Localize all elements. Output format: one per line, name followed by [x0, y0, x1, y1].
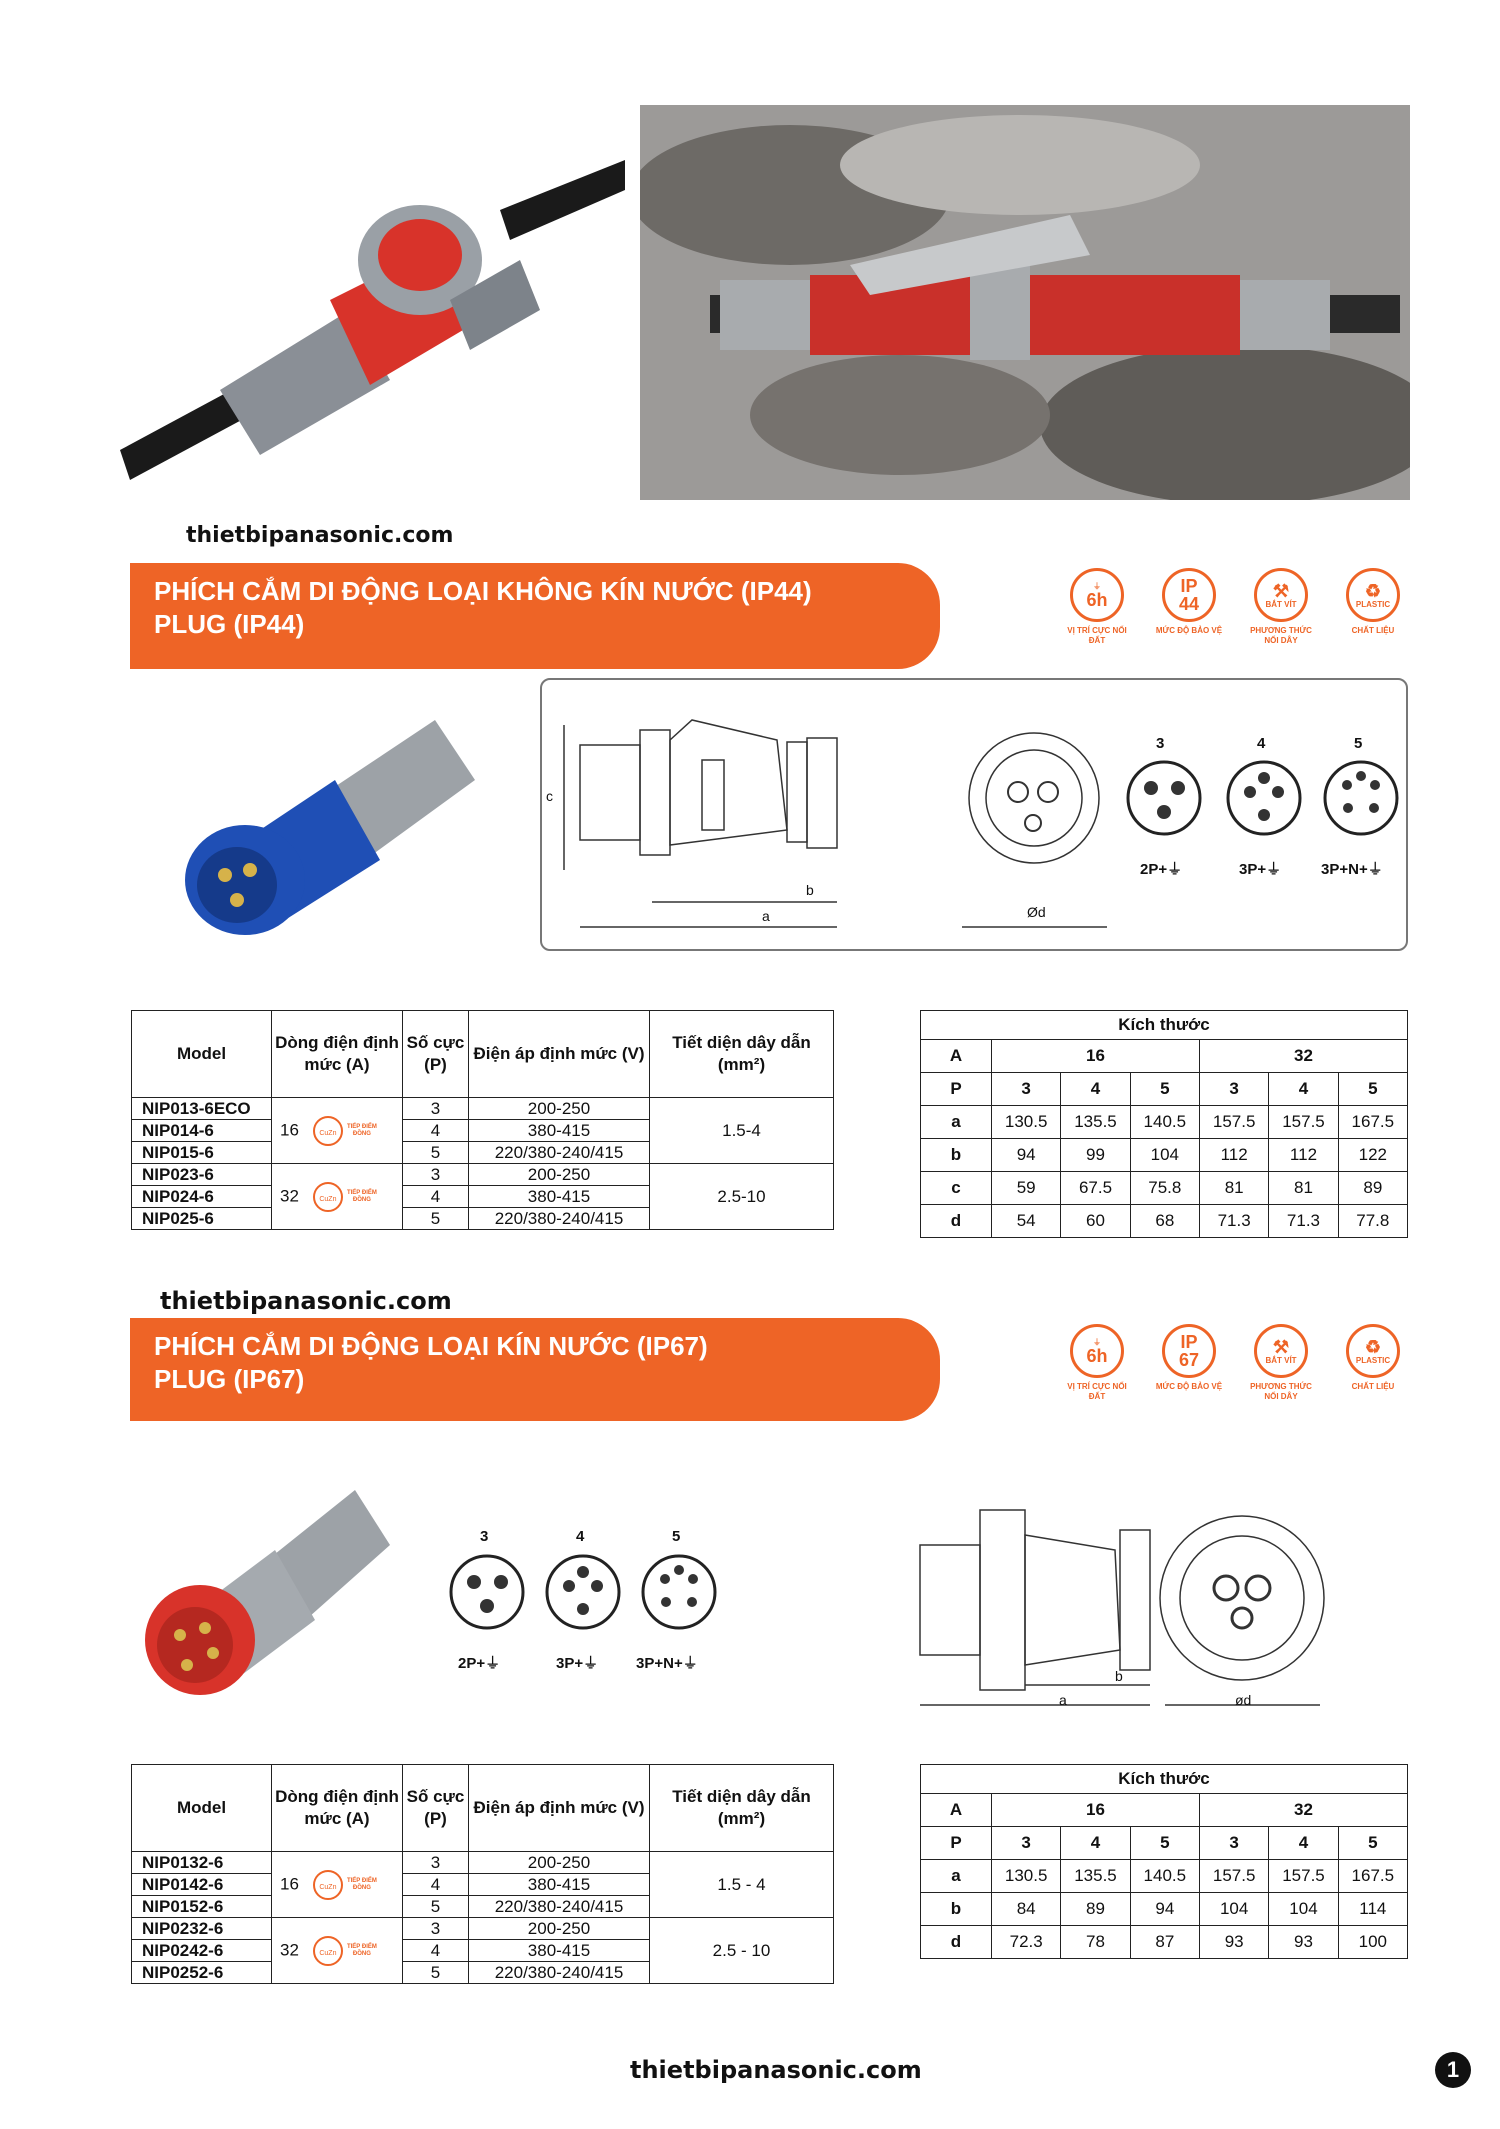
- cuzn-icon: CuZn TIẾP ĐIỂM ĐỒNG: [313, 1182, 377, 1212]
- dim-row: d 72.3 78 87 93 93 100: [921, 1926, 1408, 1959]
- col-poles: Số cực (P): [403, 1765, 469, 1852]
- hero-plug-photo: [120, 150, 625, 485]
- col-model: Model: [132, 1011, 272, 1098]
- section2-pin-diagram: [440, 1530, 740, 1690]
- dim-row: d 54 60 68 71.3 71.3 77.8: [921, 1205, 1408, 1238]
- section1-spec-table: [131, 1010, 834, 1230]
- dim-row: b 84 89 94 104 104 114: [921, 1893, 1408, 1926]
- section1-dimension-table: Kích thước A 16 32 P 3 4 5 3 4 5 a 130.5 135.5 140.5 157.5 157.5 167.5 b 94 99 104 112 112 122 c 59 67.5 75.8 81 81 89 d 54 60 68 71.3 71.3 77.8: [920, 1010, 1408, 1238]
- section2-badges: [1058, 1324, 1412, 1402]
- table-row: NIP0132-6 16 CuZn TIẾP ĐIỂM ĐỒNG 3 200-250 1.5 - 4: [132, 1852, 834, 1874]
- col-cable: Tiết diện dây dẫn (mm²): [650, 1011, 834, 1098]
- ip-icon: IP 44: [1162, 568, 1216, 622]
- pin-number-3: 3: [480, 1528, 489, 1545]
- section2-title-en: PLUG (IP67): [154, 1364, 305, 1394]
- cuzn-icon: CuZn TIẾP ĐIỂM ĐỒNG: [313, 1116, 377, 1146]
- site-url-top[interactable]: thietbipanasonic.com: [186, 523, 454, 548]
- col-voltage: Điện áp định mức (V): [469, 1765, 650, 1852]
- ip-icon: IP 67: [1162, 1324, 1216, 1378]
- dim-label-a: a: [1059, 1692, 1067, 1708]
- table-row: NIP024-6 4 380-415: [132, 1186, 834, 1208]
- badge-screw: [1242, 1324, 1320, 1402]
- dim-title: Kích thước: [921, 1011, 1408, 1040]
- col-cable: Tiết diện dây dẫn (mm²): [650, 1765, 834, 1852]
- section2-dimension-diagram: [915, 1500, 1410, 1715]
- pin-label-3p: 3P+⏚: [1239, 861, 1282, 878]
- dim-row: c 59 67.5 75.8 81 81 89: [921, 1172, 1408, 1205]
- badge-caption: VỊ TRÍ CỰC NỐI ĐẤT: [1067, 1382, 1127, 1401]
- blue-plug-photo: [165, 690, 485, 940]
- amp-cell: 32 CuZn TIẾP ĐIỂM ĐỒNG: [272, 1164, 403, 1230]
- col-model: Model: [132, 1765, 272, 1852]
- section1-title-vi: PHÍCH CẮM DI ĐỘNG LOẠI KHÔNG KÍN NƯỚC (IP44): [154, 576, 812, 606]
- section1-title-en: PLUG (IP44): [154, 609, 305, 639]
- earth-icon: ⏚ 6h: [1070, 1324, 1124, 1378]
- amp-cell: 32 CuZn TIẾP ĐIỂM ĐỒNG: [272, 1918, 403, 1984]
- dim-title: Kích thước: [921, 1765, 1408, 1794]
- dim-row: a 130.5 135.5 140.5 157.5 157.5 167.5: [921, 1106, 1408, 1139]
- screw-icon: ⚒ BẮT VÍT: [1254, 1324, 1308, 1378]
- table-row: NIP0242-6 4 380-415: [132, 1940, 834, 1962]
- section1-title-banner: [130, 563, 940, 669]
- badge-ip: [1150, 568, 1228, 646]
- badge-earth: [1058, 1324, 1136, 1402]
- table-row: NIP0252-6 5 220/380-240/415: [132, 1962, 834, 1984]
- site-url-footer[interactable]: thietbipanasonic.com: [630, 2056, 922, 2084]
- section1-dimension-diagram: [540, 678, 1408, 951]
- badge-material: [1334, 1324, 1412, 1402]
- amp-cell: 16 CuZn TIẾP ĐIỂM ĐỒNG: [272, 1852, 403, 1918]
- pin-number-5: 5: [1354, 735, 1363, 752]
- table-row: NIP0232-6 32 CuZn TIẾP ĐIỂM ĐỒNG 3 200-250 2.5 - 10: [132, 1918, 834, 1940]
- dim-row: b 94 99 104 112 112 122: [921, 1139, 1408, 1172]
- pin-number-4: 4: [1257, 735, 1266, 752]
- pin-label-3pn: 3P+N+⏚: [1321, 861, 1383, 878]
- pin-label-3pn: 3P+N+⏚: [636, 1655, 698, 1672]
- section1-badges: [1058, 568, 1412, 646]
- recycle-icon: ♻ PLASTIC: [1346, 1324, 1400, 1378]
- badge-screw: [1242, 568, 1320, 646]
- pin-label-2p: 2P+⏚: [458, 1655, 501, 1672]
- table-row: NIP014-6 4 380-415: [132, 1120, 834, 1142]
- section2-spec-table: [131, 1764, 834, 1984]
- cuzn-icon: CuZn TIẾP ĐIỂM ĐỒNG: [313, 1870, 377, 1900]
- hero-mud-photo: [640, 105, 1410, 500]
- pin-number-5: 5: [672, 1528, 681, 1545]
- badge-caption: PHƯƠNG THỨC NỐI DÂY: [1250, 626, 1312, 645]
- red-plug-photo: [135, 1460, 395, 1705]
- recycle-icon: ♻ PLASTIC: [1346, 568, 1400, 622]
- cuzn-icon: CuZn TIẾP ĐIỂM ĐỒNG: [313, 1936, 377, 1966]
- pin-label-2p: 2P+⏚: [1140, 861, 1183, 878]
- badge-caption: MỨC ĐỘ BẢO VỆ: [1155, 1382, 1223, 1391]
- badge-caption: PHƯƠNG THỨC NỐI DÂY: [1250, 1382, 1312, 1401]
- screw-icon: ⚒ BẮT VÍT: [1254, 568, 1308, 622]
- badge-earth: [1058, 568, 1136, 646]
- pin-number-4: 4: [576, 1528, 585, 1545]
- col-current: Dòng điện định mức (A): [272, 1765, 403, 1852]
- section2-dimension-table: Kích thước A 16 32 P 3 4 5 3 4 5 a 130.5 135.5 140.5 157.5 157.5 167.5 b 84 89 94 104 104 114 d 72.3 78 87 93 93 100: [920, 1764, 1408, 1959]
- dim-label-a: a: [762, 908, 770, 924]
- col-poles: Số cực (P): [403, 1011, 469, 1098]
- page-number: 1: [1435, 2052, 1471, 2088]
- table-row: NIP0142-6 4 380-415: [132, 1874, 834, 1896]
- table-row: NIP023-6 32 CuZn TIẾP ĐIỂM ĐỒNG 3 200-250 2.5-10: [132, 1164, 834, 1186]
- table-row: NIP025-6 5 220/380-240/415: [132, 1208, 834, 1230]
- col-current: Dòng điện định mức (A): [272, 1011, 403, 1098]
- dim-row: a 130.5 135.5 140.5 157.5 157.5 167.5: [921, 1860, 1408, 1893]
- badge-caption: CHẤT LIỆU: [1351, 626, 1395, 635]
- section2-title-vi: PHÍCH CẮM DI ĐỘNG LOẠI KÍN NƯỚC (IP67): [154, 1331, 708, 1361]
- earth-icon: ⏚ 6h: [1070, 568, 1124, 622]
- col-voltage: Điện áp định mức (V): [469, 1011, 650, 1098]
- section2-title-banner: [130, 1318, 940, 1421]
- table-row: NIP015-6 5 220/380-240/415: [132, 1142, 834, 1164]
- badge-caption: CHẤT LIỆU: [1351, 1382, 1395, 1391]
- pin-number-3: 3: [1156, 735, 1165, 752]
- dim-label-d: Ød: [1027, 904, 1046, 920]
- table-row: NIP0152-6 5 220/380-240/415: [132, 1896, 834, 1918]
- amp-cell: 16 CuZn TIẾP ĐIỂM ĐỒNG: [272, 1098, 403, 1164]
- pin-label-3p: 3P+⏚: [556, 1655, 599, 1672]
- dim-label-d: ød: [1235, 1692, 1252, 1708]
- dim-label-c: c: [546, 788, 553, 804]
- dim-label-b: b: [1115, 1668, 1123, 1684]
- dim-label-b: b: [806, 882, 814, 898]
- site-url-mid[interactable]: thietbipanasonic.com: [160, 1287, 452, 1315]
- badge-caption: VỊ TRÍ CỰC NỐI ĐẤT: [1067, 626, 1127, 645]
- table-row: NIP013-6ECO 16 CuZn TIẾP ĐIỂM ĐỒNG 3 200-250 1.5-4: [132, 1098, 834, 1120]
- badge-caption: MỨC ĐỘ BẢO VỆ: [1155, 626, 1223, 635]
- badge-ip: [1150, 1324, 1228, 1402]
- badge-material: [1334, 568, 1412, 646]
